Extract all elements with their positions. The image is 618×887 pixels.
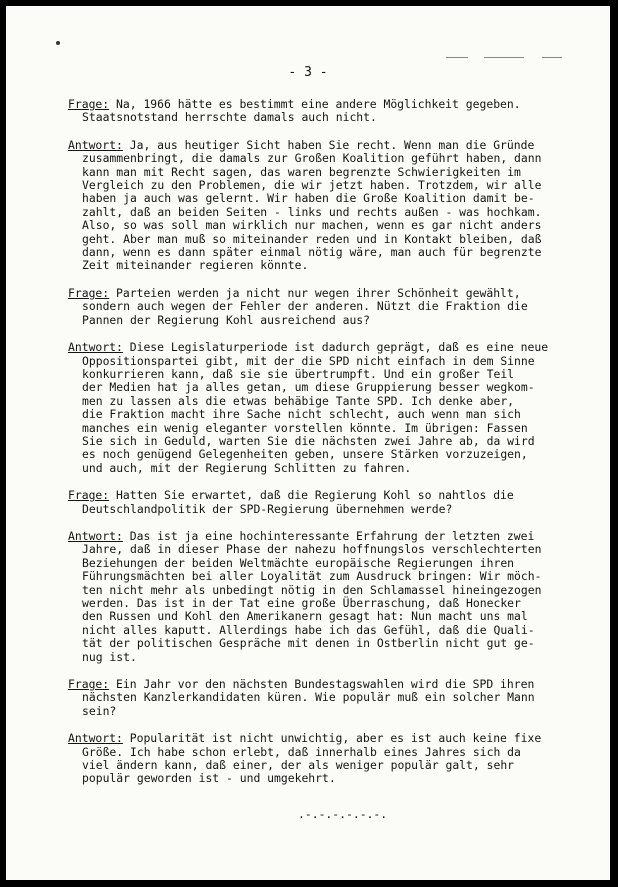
- text-line: [68, 287, 588, 300]
- text-line: die Fraktion macht ihre Sache nicht schlecht, auch wenn man sich: [82, 407, 521, 422]
- text-line: Pannen der Regierung Kohl ausreichend aus?: [82, 312, 371, 327]
- text-line: zusammenbringt, die damals zur Großen Koalition geführt haben, dann: [82, 151, 542, 166]
- text-line: nächsten Kanzlerkandidaten küren. Wie populär muß ein solcher Mann: [82, 690, 535, 705]
- text-line: tät der politischen Gespräche mit denen in Ostberlin nicht gut ge-: [82, 636, 535, 651]
- text-line: sondern auch wegen der Fehler der anderen. Nützt die Fraktion die: [82, 299, 528, 314]
- line-text: Parteien werden ja nicht nur wegen ihrer Schönheit gewählt,: [109, 285, 521, 300]
- line-text: Diese Legislaturperiode ist dadurch geprägt, daß es eine neue: [122, 340, 549, 355]
- text-line: und auch, mit der Regierung Schlitten zu fahren.: [82, 460, 412, 475]
- speaker-label: Frage:: [68, 488, 110, 503]
- page-number: - 3 -: [288, 65, 328, 80]
- text-line: Jahre, daß in dieser Phase der nahezu hoffnungslos verschlechterten: [82, 542, 542, 557]
- end-mark: .-.-.-.-.-.-.: [298, 806, 388, 821]
- line-text: Hatten Sie erwartet, daß die Regierung Kohl so nahtlos die: [109, 488, 514, 503]
- answer-block: [68, 341, 588, 475]
- question-block: [68, 287, 588, 327]
- line-text: Popularität ist nicht unwichtig, aber es ist auch keine fixe: [122, 731, 542, 746]
- text-line: [68, 98, 588, 111]
- text-line: Sie sich in Geduld, warten Sie die nächsten zwei Jahre ab, da wird: [82, 433, 535, 448]
- text-line: Führungsmächten bei aller Loyalität zum Ausdruck bringen: Wir möch-: [82, 569, 542, 584]
- text-line: den Russen und Kohl den Amerikanern gesagt hat: Nun macht uns mal: [82, 609, 528, 624]
- scan-speck: [56, 41, 60, 45]
- text-line: nicht alles kaputt. Allerdings habe ich das Gefühl, daß die Quali-: [82, 622, 535, 637]
- speaker-label: Antwort:: [68, 731, 123, 746]
- line-text: Das ist ja eine hochinteressante Erfahrung der letzten zwei: [122, 528, 535, 543]
- line-text: Ja, aus heutiger Sicht haben Sie recht. Wenn man die Gründe: [122, 137, 535, 152]
- interview-text: [68, 98, 588, 821]
- text-line: Deutschlandpolitik der SPD-Regierung übernehmen werde?: [82, 501, 453, 516]
- answer-block: [68, 139, 588, 273]
- text-line: [68, 678, 588, 691]
- scan-speck: [542, 57, 562, 58]
- scan-speck: [484, 57, 524, 58]
- speaker-label: Antwort:: [68, 137, 123, 152]
- text-line: men zu lassen als die etwas behäbige Tante SPD. Ich denke aber,: [82, 393, 515, 408]
- text-line: Größe. Ich habe schon erlebt, daß innerhalb eines Jahres sich da: [82, 744, 521, 759]
- answer-block: [68, 732, 588, 786]
- document-page: [6, 6, 610, 880]
- text-line: werden. Das ist in der Tat eine große Überraschung, daß Honecker: [82, 596, 521, 610]
- question-block: [68, 678, 588, 718]
- text-line: dann, wenn es dann später einmal nötig wäre, man auch für begrenzte: [82, 245, 542, 260]
- question-block: [68, 489, 588, 516]
- text-line: [68, 139, 588, 152]
- text-line: Oppositionspartei gibt, mit der die SPD nicht einfach in dem Sinne: [82, 353, 535, 368]
- text-line: es noch genügend Gelegenheiten geben, unsere Stärken vorzuzeigen,: [82, 447, 528, 462]
- text-line: populär geworden ist - und umgekehrt.: [82, 771, 336, 786]
- text-line: haben ja auch was gelernt. Wir haben die Große Koalition damit be-: [82, 191, 535, 206]
- text-line: [68, 489, 588, 502]
- speaker-label: Antwort:: [68, 340, 123, 355]
- text-line: [68, 530, 588, 543]
- answer-block: [68, 530, 588, 664]
- text-line: Beziehungen der beiden Weltmächte europäische Regierungen ihren: [82, 555, 515, 570]
- text-line: Zeit miteinander regieren könnte.: [82, 258, 309, 273]
- text-line: kann man mit Recht sagen, das waren begrenzte Schwierigkeiten im: [82, 164, 521, 179]
- text-line: manches ein wenig eleganter vorstellen könnte. Im übrigen: Fassen: [82, 420, 528, 435]
- speaker-label: Frage:: [68, 97, 110, 111]
- speaker-label: Frage:: [68, 677, 110, 692]
- question-block: [68, 98, 588, 125]
- text-line: Vergleich zu den Problemen, die wir jetzt haben. Trotzdem, wir alle: [82, 178, 542, 193]
- text-line: nug ist.: [82, 649, 137, 664]
- scan-speck: [446, 57, 468, 58]
- text-line: Also, so was soll man wirklich nur machen, wenn es gar nicht anders: [82, 218, 542, 233]
- text-line: Staatsnotstand herrschte damals auch nicht.: [82, 110, 377, 125]
- text-line: sein?: [82, 703, 117, 718]
- text-line: konkurrieren kann, daß sie sie übertrumpft. Und ein großer Teil: [82, 366, 515, 381]
- text-line: [68, 732, 588, 745]
- speaker-label: Antwort:: [68, 528, 123, 543]
- text-line: [68, 341, 588, 354]
- text-line: ten nicht mehr als unbedingt nötig in den Schlamassel hineingezogen: [82, 582, 542, 597]
- text-line: viel ändern kann, daß einer, der als weniger populär galt, sehr: [82, 758, 515, 773]
- line-text: Ein Jahr vor den nächsten Bundestagswahlen wird die SPD ihren: [109, 677, 535, 692]
- text-line: zahlt, daß an beiden Seiten - links und rechts außen - was hochkam.: [82, 204, 542, 219]
- line-text: Na, 1966 hätte es bestimmt eine andere Möglichkeit gegeben.: [109, 97, 521, 111]
- speaker-label: Frage:: [68, 285, 110, 300]
- text-line: der Medien hat ja alles getan, um diese Gruppierung besser wegkom-: [82, 380, 535, 395]
- text-line: geht. Aber man muß so miteinander reden und in Kontakt bleiben, daß: [82, 231, 542, 246]
